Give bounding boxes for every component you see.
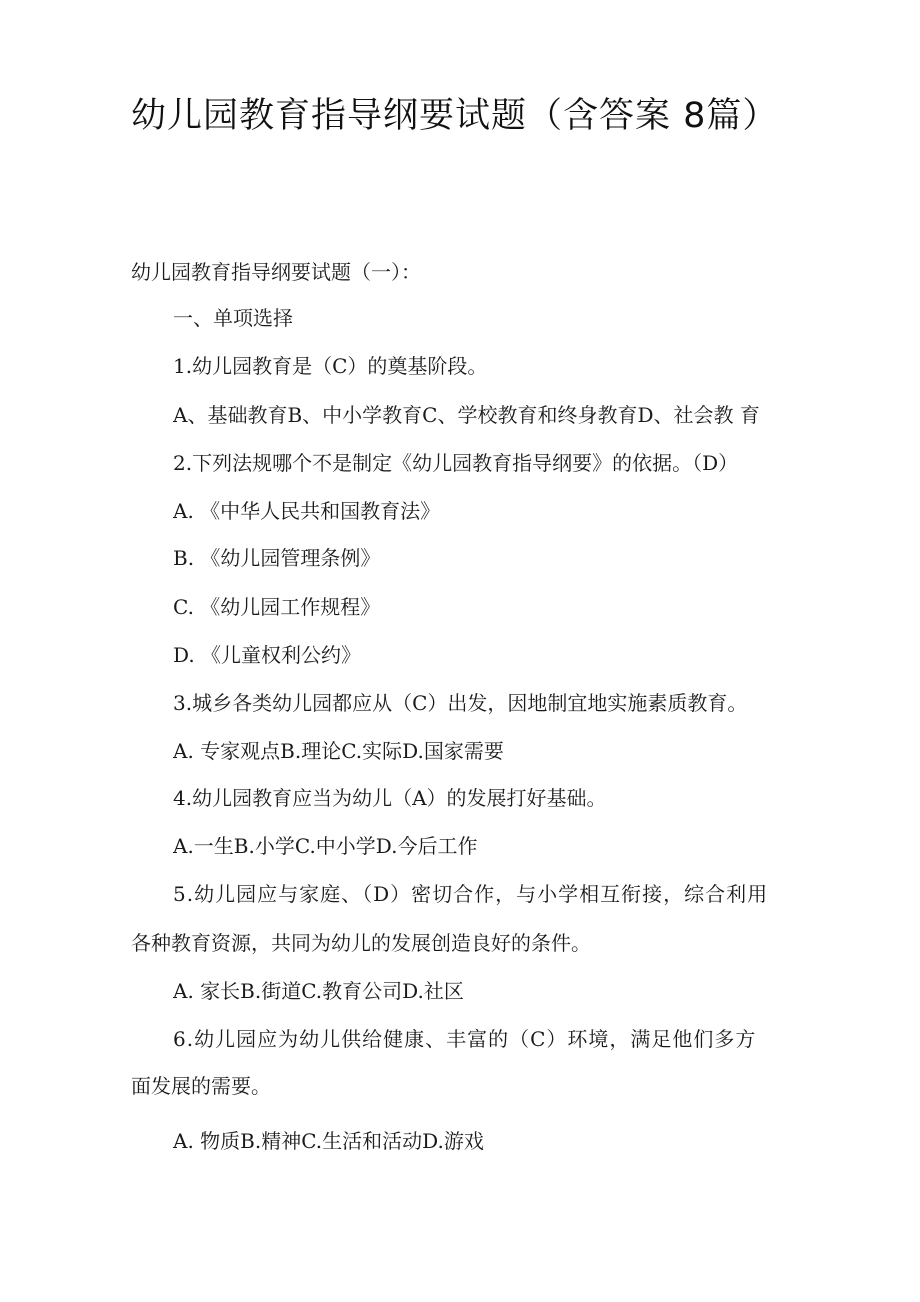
question-3-options: A. 专家观点B.理论C.实际D.国家需要 — [173, 739, 504, 763]
question-6-options: A. 物质B.精神C.生活和活动D.游戏 — [173, 1129, 484, 1153]
question-4-options: A.一生B.小学C.中小学D.今后工作 — [173, 834, 478, 858]
question-4: 4.幼儿园教育应当为幼儿（A）的发展打好基础。 — [173, 786, 607, 810]
question-2-option-c: C. 《幼儿园工作规程》 — [173, 595, 381, 619]
question-2-option-a: A. 《中华人民共和国教育法》 — [173, 499, 441, 523]
section-heading: 幼儿园教育指导纲要试题（一）： — [131, 260, 421, 284]
question-3: 3.城乡各类幼儿园都应从（C）出发，因地制宜地实施素质教育。 — [173, 691, 748, 715]
question-6-line-1: 6.幼儿园应为幼儿供给健康、丰富的（C）环境，满足他们多方 — [173, 1027, 757, 1051]
question-1: 1.幼儿园教育是（C）的奠基阶段。 — [173, 354, 488, 378]
question-1-options: A、基础教育B、中小学教育C、学校教育和终身教育D、社会教 育 — [173, 403, 760, 427]
question-2: 2.下列法规哪个不是制定《幼儿园教育指导纲要》的依据。（D） — [173, 451, 739, 475]
part-heading: 一、单项选择 — [173, 306, 293, 330]
document-title: 幼儿园教育指导纲要试题（含答案 8篇） — [131, 96, 779, 136]
question-2-option-d: D. 《儿童权利公约》 — [173, 643, 362, 667]
question-5-options: A. 家长B.街道C.教育公司D.社区 — [173, 979, 464, 1003]
question-2-option-b: B. 《幼儿园管理条例》 — [173, 546, 381, 570]
question-5-line-1: 5.幼儿园应与家庭、（D）密切合作，与小学相互衔接，综合利用 — [173, 882, 769, 906]
question-6-line-2: 面发展的需要。 — [131, 1074, 271, 1098]
question-5-line-2: 各种教育资源，共同为幼儿的发展创造良好的条件。 — [131, 931, 591, 955]
